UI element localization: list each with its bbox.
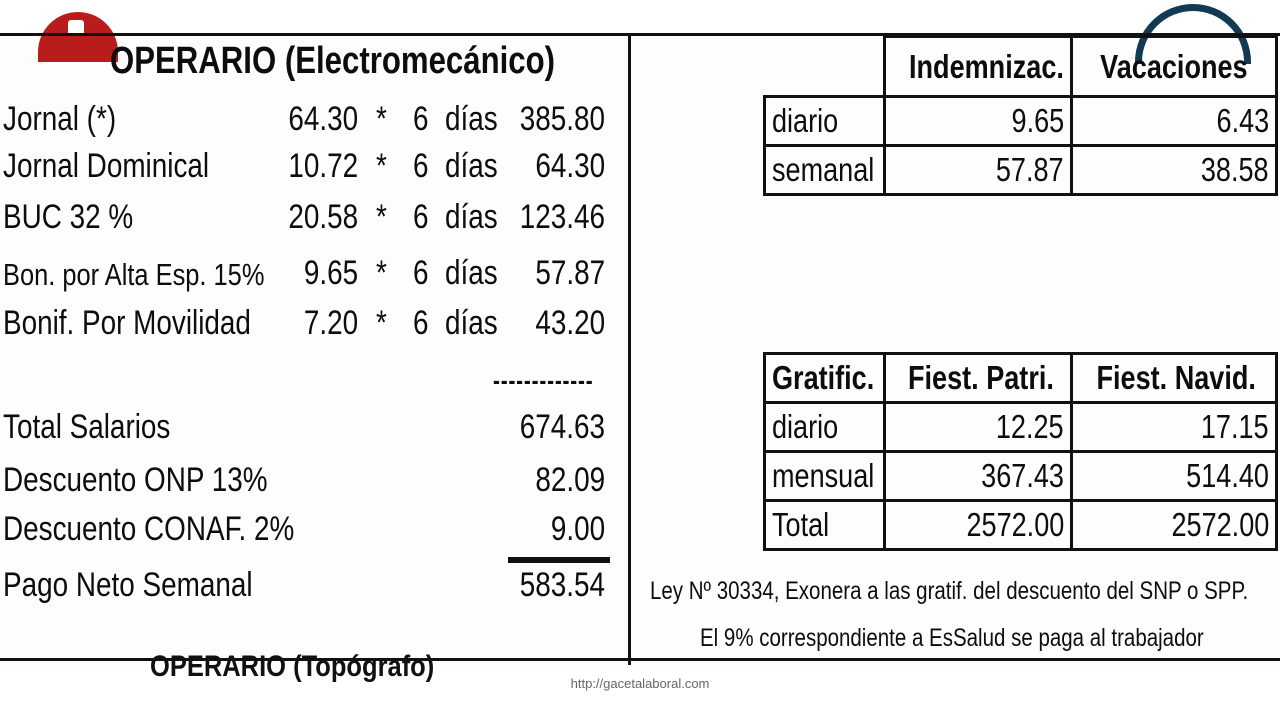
law-note: Ley Nº 30334, Exonera a las gratif. del descuento del SNP o SPP. (650, 577, 1249, 605)
source-url: http://gacetalaboral.com (570, 676, 710, 691)
wage-days: 6 (413, 304, 429, 342)
wage-amount: 64.30 (535, 147, 605, 185)
wage-unit: días (445, 254, 498, 292)
table-row (765, 452, 1277, 501)
sum-separator: ------------- (493, 365, 594, 395)
wage-days: 6 (413, 198, 429, 236)
table-cell: 12.25 (885, 403, 1072, 452)
table-cell: 367.43 (885, 452, 1072, 501)
wage-label: Jornal (*) (3, 100, 117, 138)
next-sheet-title: OPERARIO (Topógrafo) (150, 650, 435, 683)
wage-amount: 123.46 (519, 198, 605, 236)
times-symbol: * (376, 100, 387, 138)
table-header-row (765, 354, 1277, 403)
table-header-row (765, 37, 1277, 97)
summary-amount: 583.54 (519, 566, 605, 604)
table-row-label: diario (765, 403, 885, 452)
wage-rate: 9.65 (303, 254, 358, 292)
wage-unit: días (445, 147, 498, 185)
times-symbol: * (376, 304, 387, 342)
table-cell: 514.40 (1072, 452, 1277, 501)
table-row (765, 501, 1277, 550)
wage-rate: 20.58 (288, 198, 358, 236)
table-row-label: semanal (765, 146, 885, 195)
table-row-label: diario (765, 97, 885, 146)
table-row (765, 403, 1277, 452)
top-strip (0, 0, 1280, 34)
total-underline (508, 557, 610, 563)
table-header-cell: Fiest. Patri. (885, 354, 1072, 403)
table-cell: 57.87 (885, 146, 1072, 195)
wage-amount: 57.87 (535, 254, 605, 292)
table-header-cell: Vacaciones (1072, 37, 1277, 97)
table-corner-cell (765, 37, 885, 97)
wage-days: 6 (413, 147, 429, 185)
wage-unit: días (445, 198, 498, 236)
wage-label: Bon. por Alta Esp. 15% (3, 257, 265, 292)
times-symbol: * (376, 147, 387, 185)
wage-amount: 43.20 (535, 304, 605, 342)
summary-label: Descuento CONAF. 2% (3, 510, 295, 548)
sheet-title: OPERARIO (Electromecánico) (110, 40, 556, 82)
wage-rate: 64.30 (288, 100, 358, 138)
wage-days: 6 (413, 254, 429, 292)
summary-amount: 9.00 (550, 510, 605, 548)
wage-days: 6 (413, 100, 429, 138)
wage-unit: días (445, 304, 498, 342)
table-cell: 6.43 (1072, 97, 1277, 146)
wage-label: Bonif. Por Movilidad (3, 304, 251, 342)
gratification-table (763, 352, 1278, 551)
times-symbol: * (376, 254, 387, 292)
table-header-cell: Gratific. (765, 354, 885, 403)
benefits-table (763, 35, 1278, 196)
table-header-cell: Indemnizac. (885, 37, 1072, 97)
summary-label: Total Salarios (3, 408, 171, 446)
wage-rate: 7.20 (303, 304, 358, 342)
wage-label: Jornal Dominical (3, 147, 210, 185)
wage-amount: 385.80 (519, 100, 605, 138)
table-cell: 2572.00 (885, 501, 1072, 550)
table-cell: 17.15 (1072, 403, 1277, 452)
table-header-cell: Fiest. Navid. (1072, 354, 1277, 403)
table-row-label: mensual (765, 452, 885, 501)
wage-rate: 10.72 (288, 147, 358, 185)
table-cell: 9.65 (885, 97, 1072, 146)
table-cell: 38.58 (1072, 146, 1277, 195)
table-row (765, 146, 1277, 195)
summary-label: Pago Neto Semanal (3, 566, 253, 604)
table-cell: 2572.00 (1072, 501, 1277, 550)
summary-amount: 674.63 (519, 408, 605, 446)
table-row-label: Total (765, 501, 885, 550)
summary-label: Descuento ONP 13% (3, 461, 268, 499)
essalud-note: El 9% correspondiente a EsSalud se paga al trabajador (700, 624, 1204, 652)
column-divider (628, 33, 631, 665)
table-row (765, 97, 1277, 146)
wage-label: BUC 32 % (3, 198, 134, 236)
times-symbol: * (376, 198, 387, 236)
summary-amount: 82.09 (535, 461, 605, 499)
wage-unit: días (445, 100, 498, 138)
